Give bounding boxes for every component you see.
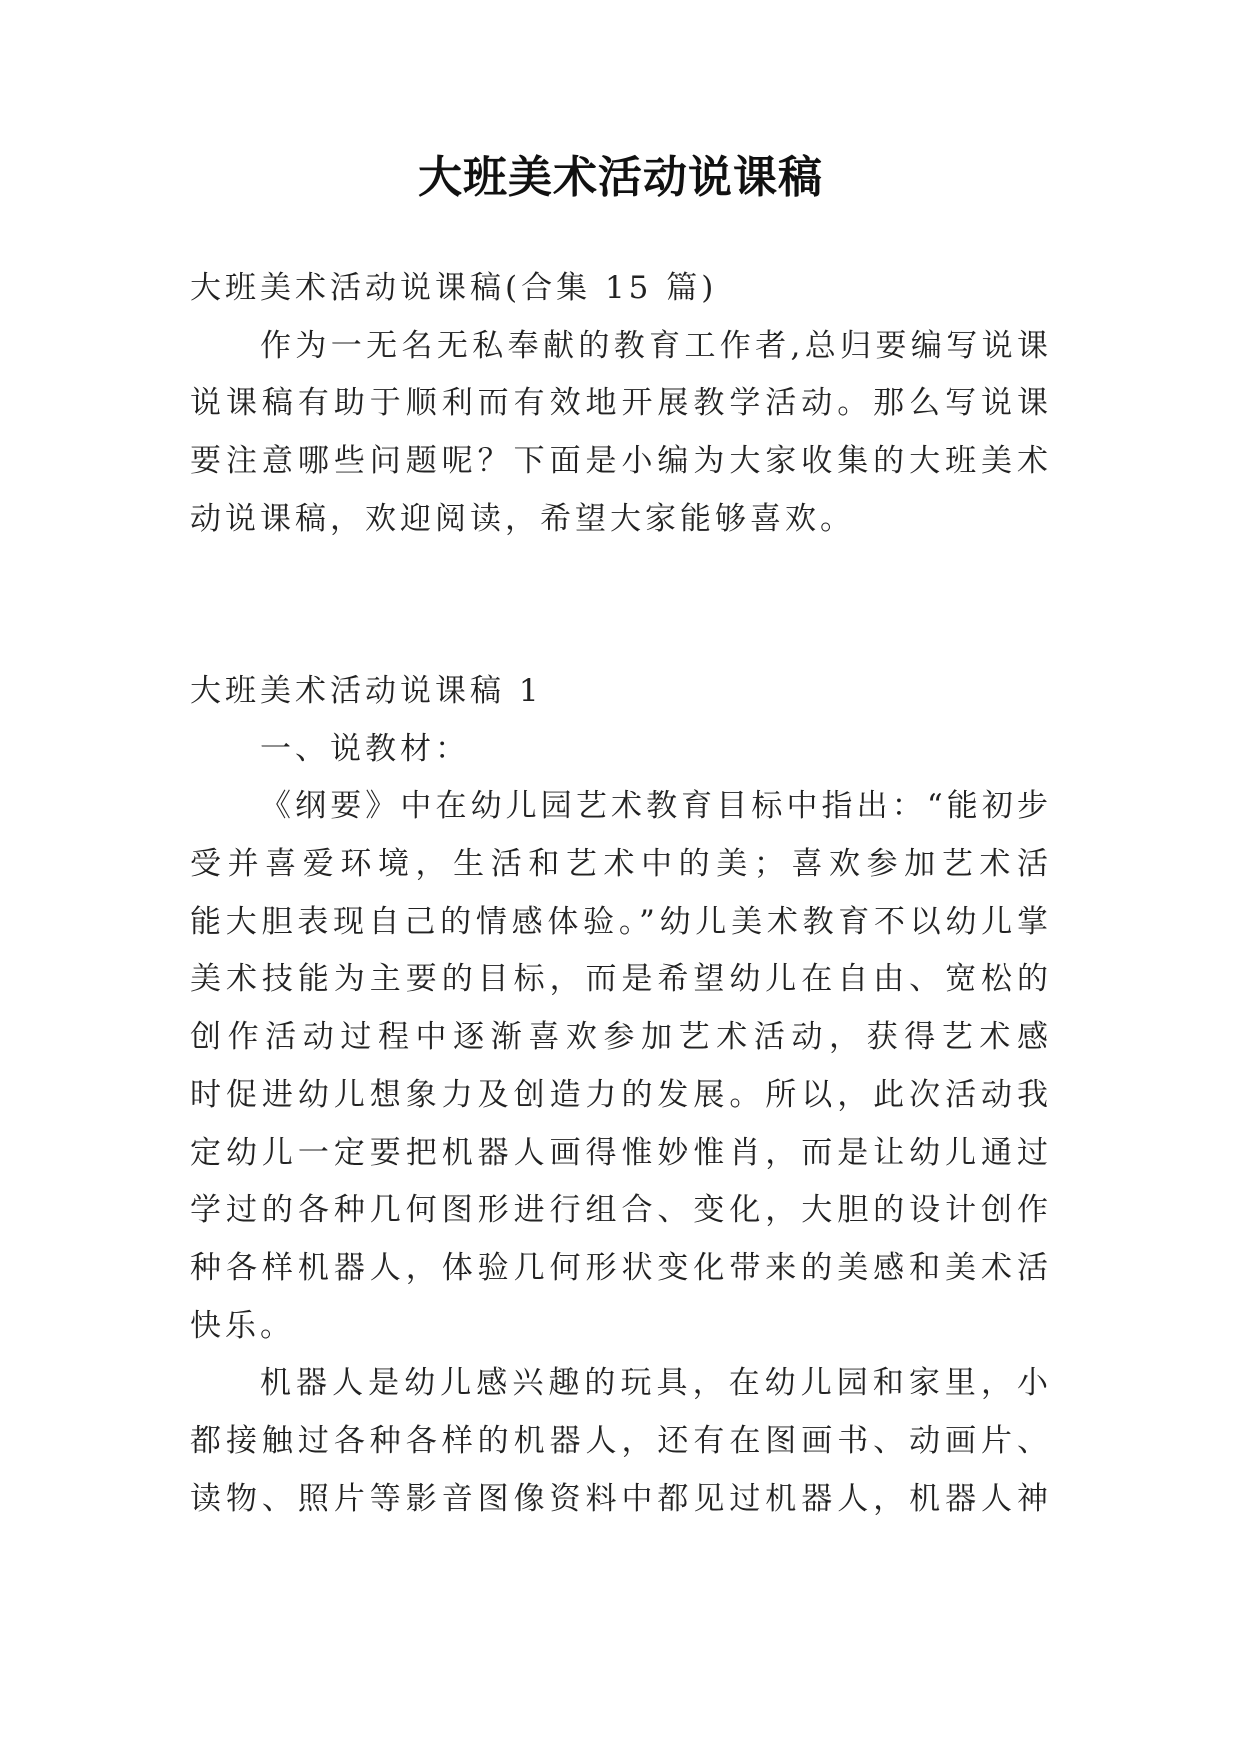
para1-line-4: 美术技能为主要的目标，而是希望幼儿在自由、宽松的 xyxy=(190,961,1052,998)
intro-line-3: 要注意哪些问题呢？下面是小编为大家收集的大班美术 xyxy=(190,443,1052,480)
para1-line-5: 创作活动过程中逐渐喜欢参加艺术活动，获得艺术感 xyxy=(190,1019,1052,1056)
para1-line-9: 种各样机器人，体验几何形状变化带来的美感和美术活 xyxy=(190,1249,1052,1286)
intro-line-2: 说课稿有助于顺利而有效地开展教学活动。那么写说课 xyxy=(190,385,1052,422)
para2-line-2: 都接触过各种各样的机器人，还有在图画书、动画片、 xyxy=(190,1422,1052,1459)
intro-subtitle: 大班美术活动说课稿(合集 15 篇) xyxy=(190,270,718,306)
section-subheading: 一、说教材： xyxy=(260,730,470,767)
intro-line-1: 作为一无名无私奉献的教育工作者,总归要编写说课 xyxy=(260,327,1052,364)
section-1 xyxy=(190,663,1052,1528)
document-title: 大班美术活动说课稿 xyxy=(418,152,823,203)
para1-line-2: 受并喜爱环境，生活和艺术中的美；喜欢参加艺术活 xyxy=(190,846,1052,883)
para1-line-1: 《纲要》中在幼儿园艺术教育目标中指出：“能初步 xyxy=(260,788,1052,825)
intro-section xyxy=(190,260,1052,548)
section-heading: 大班美术活动说课稿 1 xyxy=(190,673,543,709)
intro-line-4: 动说课稿，欢迎阅读，希望大家能够喜欢。 xyxy=(190,500,855,537)
para1-line-10: 快乐。 xyxy=(190,1307,295,1344)
para2-line-1: 机器人是幼儿感兴趣的玩具，在幼儿园和家里，小 xyxy=(260,1365,1052,1402)
para1-line-7: 定幼儿一定要把机器人画得惟妙惟肖，而是让幼儿通过 xyxy=(190,1134,1052,1171)
para1-line-6: 时促进幼儿想象力及创造力的发展。所以，此次活动我 xyxy=(190,1076,1052,1113)
para1-line-8: 学过的各种几何图形进行组合、变化，大胆的设计创作 xyxy=(190,1192,1052,1229)
para2-line-3: 读物、照片等影音图像资料中都见过机器人，机器人神 xyxy=(190,1480,1052,1517)
para1-line-3: 能大胆表现自己的情感体验。”幼儿美术教育不以幼儿掌 xyxy=(190,903,1052,940)
